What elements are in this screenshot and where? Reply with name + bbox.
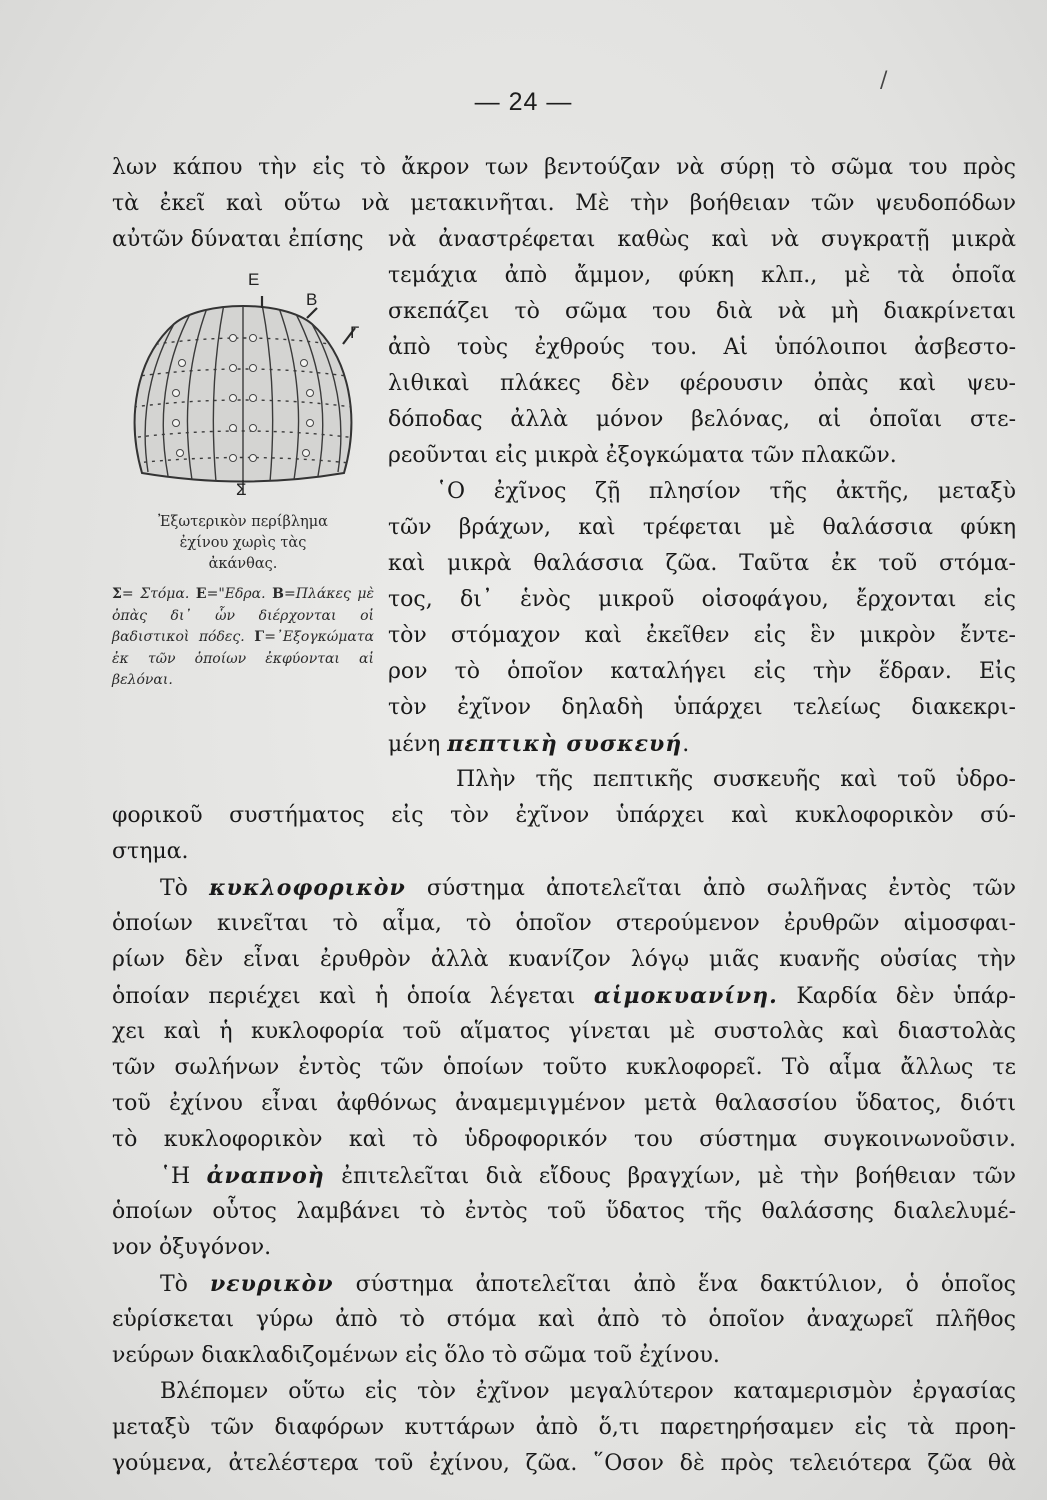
text-line: Τὸ νευρικὸν σύστημα ἀποτελεῖται ἀπὸ ἕνα δακτύλιον, ὁ ὁποῖος bbox=[160, 1271, 1016, 1297]
figure-legend: Σ= Στόμα. Ε="Εδρα. Β=Πλάκες μὲ ὀπὰς δι᾽ ὧν διέρχονται οἱ βαδιστικοὶ πόδες. Γ=᾽Εξογκώματα ἐκ τῶν ὁποίων ἐκφύονται αἱ βελόναι. bbox=[112, 586, 375, 688]
text-line: νὰ ἀναστρέφεται καθὼς καὶ νὰ συγκρατῇ μικρὰ bbox=[388, 227, 1016, 252]
text-line: ἀπὸ τοὺς ἐχθρούς του. Αἱ ὑπόλοιποι ἀσβεστο- bbox=[388, 335, 1016, 360]
text-line: τος, δι᾽ ἑνὸς μικροῦ οἰσοφάγου, ἔρχονται εἰς bbox=[388, 587, 1016, 612]
text-line: τὰ ἐκεῖ καὶ οὕτω νὰ μετακινῆται. Μὲ τὴν βοήθειαν τῶν ψευδοπόδων bbox=[112, 191, 1016, 216]
text-line: τῶν βράχων, καὶ τρέφεται μὲ θαλάσσια φύκη bbox=[388, 515, 1016, 540]
sea-urchin-shell-illustration bbox=[112, 268, 374, 508]
text-line: μεταξὺ τῶν διαφόρων κυττάρων ἀπὸ ὅ,τι παρετηρήσαμεν εἰς τὰ προη- bbox=[112, 1415, 1016, 1440]
text-line: φορικοῦ συστήματος εἰς τὸν ἐχῖνον ὑπάρχει καὶ κυκλοφορικὸν σύ- bbox=[112, 803, 1016, 828]
text-line: εὑρίσκεται γύρω ἀπὸ τὸ στόμα καὶ ἀπὸ τὸ ὁποῖον ἀναχωρεῖ πλῆθος bbox=[112, 1307, 1016, 1332]
text-line: καὶ μικρὰ θαλάσσια ζῶα. Ταῦτα ἐκ τοῦ στόμα- bbox=[388, 551, 1016, 576]
emphasis-term: ἀναπνοὴ bbox=[206, 1163, 325, 1189]
text-line: αὐτῶν δύναται ἐπίσης bbox=[112, 227, 364, 252]
figure-caption: Ἐξωτερικὸν περίβλημα ἐχίνου χωρὶς τὰς ἀκάνθας. bbox=[158, 514, 328, 572]
label-b: Β bbox=[306, 290, 318, 309]
text-line: δόποδας ἀλλὰ μόνον βελόνας, αἱ ὁποῖαι στε- bbox=[388, 407, 1016, 432]
text-line: τῶν σωλήνων ἐντὸς τῶν ὁποίων τοῦτο κυκλοφορεῖ. Τὸ αἷμα ἄλλως τε bbox=[112, 1055, 1016, 1080]
label-s: Σ bbox=[236, 480, 247, 499]
stray-mark: / bbox=[880, 68, 888, 93]
label-g: Γ bbox=[350, 323, 360, 342]
text-line: τὸν ἐχῖνον δηλαδὴ ὑπάρχει τελείως διακεκρι- bbox=[388, 695, 1016, 720]
emphasis-term: κυκλοφορικὸν bbox=[209, 875, 406, 901]
legend-symbol: Β bbox=[272, 586, 284, 602]
text-line: ρεοῦνται εἰς μικρὰ ἐξογκώματα τῶν πλακῶν. bbox=[388, 443, 897, 468]
text-line: Τὸ κυκλοφορικὸν σύστημα ἀποτελεῖται ἀπὸ σωλῆνας ἐντὸς τῶν bbox=[160, 875, 1016, 901]
text-line: τοῦ ἐχίνου εἶναι ἀφθόνως ἀναμεμιγμένον μετὰ θαλασσίου ὕδατος, διότι bbox=[112, 1091, 1016, 1116]
text-line: τεμάχια ἀπὸ ἄμμον, φύκη κλπ., μὲ τὰ ὁποῖα bbox=[388, 263, 1016, 288]
text-line: ῾Η ἀναπνοὴ ἐπιτελεῖται διὰ εἴδους βραγχίων, μὲ τὴν βοήθειαν τῶν bbox=[160, 1163, 1016, 1189]
emphasis-term: νευρικὸν bbox=[209, 1271, 334, 1297]
emphasis-term: αἱμοκυανίνη. bbox=[593, 983, 778, 1009]
legend-symbol: Σ bbox=[112, 586, 122, 602]
text-line: νεύρων διακλαδιζομένων εἰς ὅλο τὸ σῶμα τοῦ ἐχίνου. bbox=[112, 1343, 720, 1368]
text-line: τὸν στόμαχον καὶ ἐκεῖθεν εἰς ἓν μικρὸν ἔντε- bbox=[388, 623, 1016, 648]
text-line: σκεπάζει τὸ σῶμα του διὰ νὰ μὴ διακρίνεται bbox=[388, 299, 1016, 324]
text-line: νον ὀξυγόνον. bbox=[112, 1235, 272, 1260]
text-line: ὁποίαν περιέχει καὶ ἡ ὁποία λέγεται αἱμοκυανίνη. Καρδία δὲν ὑπάρ- bbox=[112, 983, 1016, 1009]
text-line: ῾Ο ἐχῖνος ζῇ πλησίον τῆς ἀκτῆς, μεταξὺ bbox=[436, 479, 1016, 504]
text-line: ὁποίων οὗτος λαμβάνει τὸ ἐντὸς τοῦ ὕδατος τῆς θαλάσσης διαλελυμέ- bbox=[112, 1199, 1016, 1224]
text-line: γούμενα, ἀτελέστερα τοῦ ἐχίνου, ζῶα. ῞Οσον δὲ πρὸς τελειότερα ζῶα θὰ bbox=[112, 1451, 1016, 1476]
emphasis-term: πεπτικὴ συσκευή bbox=[447, 731, 683, 757]
page-number: — 24 — bbox=[474, 88, 573, 116]
legend-symbol: Ε bbox=[195, 586, 207, 602]
legend-symbol: Γ bbox=[254, 629, 265, 645]
text-line: ρον τὸ ὁποῖον καταλήγει εἰς τὴν ἕδραν. Εἰς bbox=[388, 659, 1016, 684]
text-line: Βλέπομεν οὕτω εἰς τὸν ἐχῖνον μεγαλύτερον καταμερισμὸν ἐργασίας bbox=[160, 1379, 1016, 1404]
text-line: λων κάπου τὴν εἰς τὸ ἄκρον των βεντούζαν νὰ σύρῃ τὸ σῶμα του πρὸς bbox=[112, 155, 1016, 180]
label-e: Ε bbox=[248, 270, 260, 289]
text-line: τὸ κυκλοφορικὸν καὶ τὸ ὑδροφορικόν του σύστημα συγκοινωνοῦσιν. bbox=[112, 1127, 1016, 1152]
text-line: ὁποίων κινεῖται τὸ αἷμα, τὸ ὁποῖον στερούμενον ἐρυθρῶν αἱμοσφαι- bbox=[112, 911, 1016, 936]
text-line: χει καὶ ἡ κυκλοφορία τοῦ αἵματος γίνεται μὲ συστολὰς καὶ διαστολὰς bbox=[112, 1019, 1016, 1044]
text-line: Πλὴν τῆς πεπτικῆς συσκευῆς καὶ τοῦ ὑδρο- bbox=[456, 767, 1016, 792]
text-line: ρίων δὲν εἶναι ἐρυθρὸν ἀλλὰ κυανίζον λόγῳ μιᾶς κυανῆς οὐσίας τὴν bbox=[112, 947, 1016, 972]
sea-urchin-figure bbox=[112, 268, 382, 738]
text-line: μένη πεπτικὴ συσκευή. bbox=[388, 731, 690, 757]
text-line: λιθικαὶ πλάκες δὲν φέρουσιν ὀπὰς καὶ ψευ- bbox=[388, 371, 1016, 396]
text-line: στημα. bbox=[112, 839, 189, 864]
